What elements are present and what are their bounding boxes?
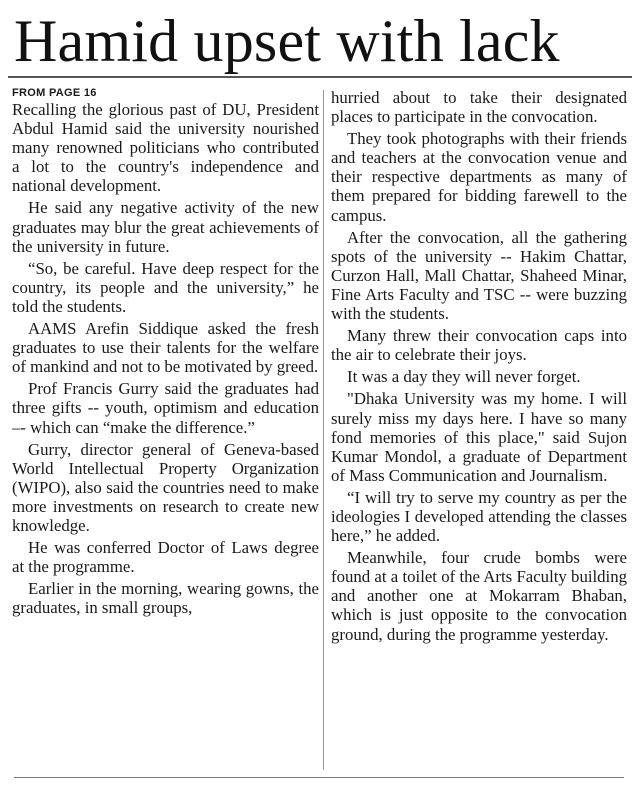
paragraph: hurried about to take their designated places to participate in the convocation. [331,88,627,127]
column-divider [323,90,324,770]
paragraph: “So, be careful. Have deep respect for the country, its people and the university,” he told the students. [12,258,319,316]
right-column [331,88,627,644]
bottom-rule [14,777,624,778]
paragraph: AAMS Arefin Siddique asked the fresh graduates to use their talents for the welfare of mankind and not to be motivated by greed. [12,319,319,377]
paragraph: He was conferred Doctor of Laws degree at the programme. [12,538,319,577]
continued-from-kicker: FROM PAGE 16 [12,87,97,99]
paragraph: "Dhaka University was my home. I will surely miss my days here. I have so many fond memories of this place," said Sujon Kumar Mondol, a graduate of Department of Mass Communication and Journalism. [331,389,627,485]
paragraph: Earlier in the morning, wearing gowns, the graduates, in small groups, [12,579,319,618]
paragraph: He said any negative activity of the new graduates may blur the great achievements of the university in future. [12,198,319,256]
left-column [12,86,319,617]
paragraph: Gurry, director general of Geneva-based World Intellectual Property Organization (WIPO), also said the countries need to make more investments on research to create new knowledge. [12,439,319,535]
paragraph: Meanwhile, four crude bombs were found at a toilet of the Arts Faculty building and another one at Mokarram Bhaban, which is just opposite to the convocation ground, during the programme yesterday. [331,548,627,644]
paragraph: Recalling the glorious past of DU, President Abdul Hamid said the university nourished many renowned politicians who contributed a lot to the country's independence and national development. [12,100,319,196]
paragraph: It was a day they will never forget. [347,367,581,387]
paragraph: After the convocation, all the gathering spots of the university -- Hakim Chattar, Curzon Hall, Mall Chattar, Shaheed Minar, Fine Arts Faculty and TSC -- were buzzing with the students. [331,227,627,324]
paragraph: They took photographs with their friends and teachers at the convocation venue and their respective departments as many of them prepared for bidding farewell to the campus. [331,129,627,225]
headline-rule [8,76,632,78]
paragraph: “I will try to serve my country as per the ideologies I developed attending the classes here,” he added. [331,487,627,546]
paragraph: Prof Francis Gurry said the graduates had three gifts -- youth, optimism and education –- which can “make the difference.” [12,379,319,437]
paragraph: Many threw their convocation caps into the air to celebrate their joys. [331,326,627,365]
headline: Hamid upset with lack [14,8,560,74]
